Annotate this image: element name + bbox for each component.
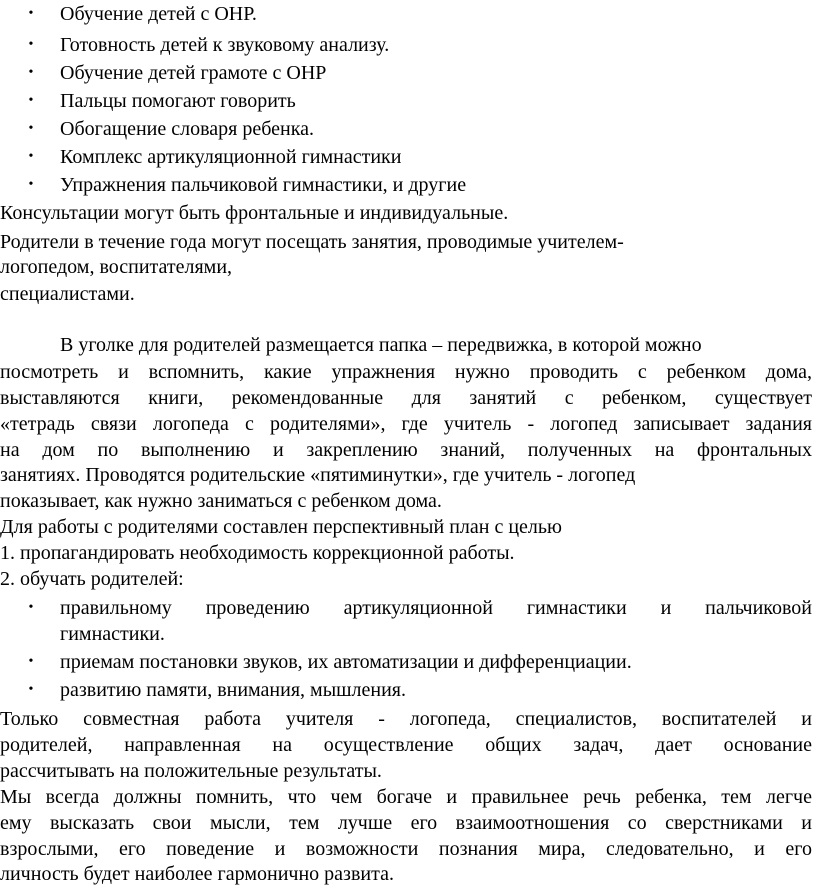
bullet-icon: •: [28, 654, 34, 669]
paragraph-line: показывает, как нужно заниматься с ребенком дома.: [0, 490, 442, 512]
paragraph-line: посмотреть и вспомнить, какие упражнения нужно проводить с ребенком дома,: [0, 361, 812, 383]
bullet-icon: •: [28, 37, 34, 52]
plan-item-2: 2. обучать родителей:: [0, 568, 184, 590]
bullet-icon: •: [28, 6, 34, 21]
bullet-icon: •: [28, 93, 34, 108]
list-item: Готовность детей к звуковому анализу.: [60, 34, 390, 56]
list-item: Обогащение словаря ребенка.: [60, 118, 315, 140]
list-item: развитию памяти, внимания, мышления.: [60, 679, 406, 701]
paragraph-line: на дом по выполнению и закреплению знаний, полученных на фронтальных: [0, 439, 812, 461]
paragraph-line: рассчитывать на положительные результаты.: [0, 760, 382, 782]
list-item: Обучение детей с ОНР.: [60, 3, 257, 25]
plan-item-1: 1. пропагандировать необходимость коррекционной работы.: [0, 542, 515, 564]
consultations-text: Консультации могут быть фронтальные и индивидуальные.: [0, 202, 509, 224]
bullet-icon: •: [28, 121, 34, 136]
list-item: Обучение детей грамоте с ОНР: [60, 62, 327, 84]
paragraph-line: Только совместная работа учителя - логопеда, специалистов, воспитателей и: [0, 708, 812, 730]
paragraph-line: ему высказать свои мысли, тем лучше его взаимоотношения со сверстниками и: [0, 812, 812, 834]
paragraph-line: Родители в течение года могут посещать занятия, проводимые учителем-: [0, 231, 624, 253]
list-item-continuation: гимнастики.: [60, 623, 165, 645]
paragraph-line: «тетрадь связи логопеда с родителями», где учитель - логопед записывает задания: [0, 413, 812, 435]
paragraph-line: занятиях. Проводятся родительские «пятиминутки», где учитель - логопед: [0, 464, 636, 486]
paragraph-line: логопедом, воспитателями,: [0, 256, 233, 278]
list-item: правильному проведению артикуляционной гимнастики и пальчиковой: [60, 597, 812, 619]
paragraph-line: родителей, направленная на осуществление общих задач, дает основание: [0, 734, 812, 756]
paragraph-line: Мы всегда должны помнить, что чем богаче и правильнее речь ребенка, тем легче: [0, 786, 812, 808]
paragraph-line: личность будет наиболее гармонично развита.: [0, 863, 394, 885]
paragraph-line: выставляются книги, рекомендованные для занятий с ребенком, существует: [0, 387, 812, 409]
list-item: приемам постановки звуков, их автоматизации и дифференциации.: [60, 651, 632, 673]
bullet-icon: •: [28, 682, 34, 697]
bullet-icon: •: [28, 177, 34, 192]
list-item: Пальцы помогают говорить: [60, 90, 296, 112]
list-item: Упражнения пальчиковой гимнастики, и другие: [60, 174, 467, 196]
plan-intro: Для работы с родителями составлен перспективный план с целью: [0, 516, 562, 538]
paragraph-line: взрослыми, его поведение и возможности познания мира, следовательно, и его: [0, 838, 812, 860]
paragraph-line: специалистами.: [0, 283, 135, 305]
paragraph-line: В уголке для родителей размещается папка – передвижка, в которой можно: [60, 334, 702, 356]
bullet-icon: •: [28, 149, 34, 164]
bullet-icon: •: [28, 65, 34, 80]
bullet-icon: •: [28, 600, 34, 615]
list-item: Комплекс артикуляционной гимнастики: [60, 146, 402, 168]
